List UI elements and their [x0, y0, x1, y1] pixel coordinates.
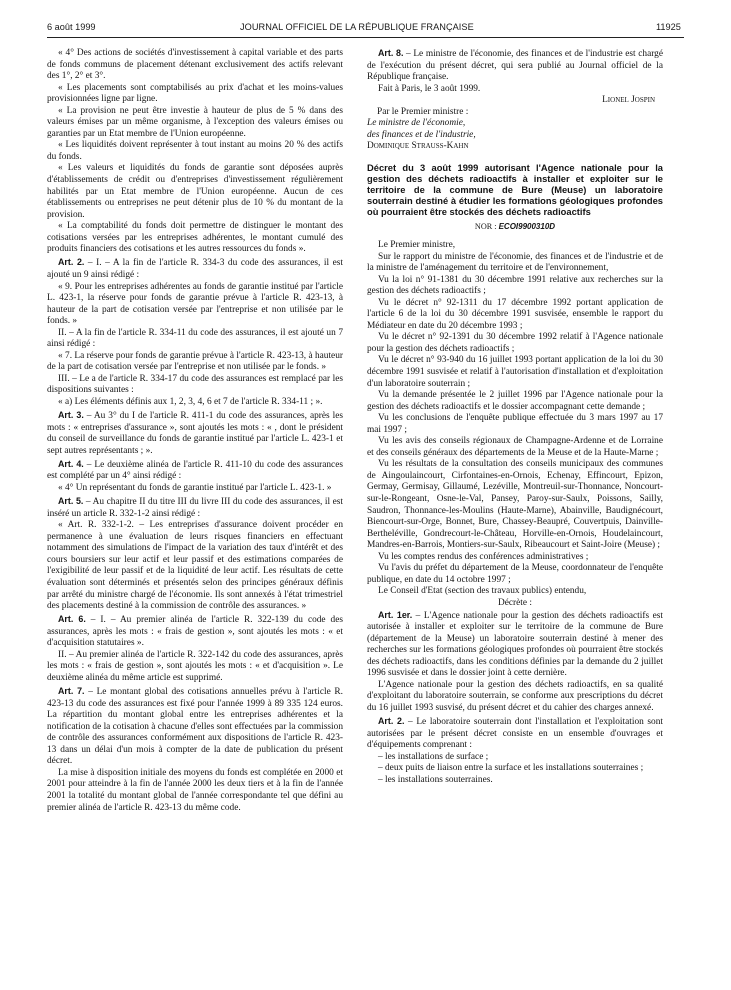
article-label: Art. 2.: [58, 257, 85, 268]
paragraph: « La provision ne peut être investie à hauteur de plus de 5 % dans des valeurs émises par un même organisme, à l'exception des valeurs émises ou garanties par un Etat membre de l'Union européenne.: [47, 105, 343, 139]
list-item: – deux puits de liaison entre la surface et les installations souterraines ;: [378, 763, 644, 774]
visa: Vu les résultats de la consultation des conseils municipaux des communes de Aingoulaincourt, Cirfontaines-en-Ornois, Echenay, Effincourt, Epizon, Germay, Germisay, Gillaumé, Lezéville, Montreuil-sur-Thonnance, Noncourt-sur-le-Rongeant, Osne-le-Val, Pansey, Paroy-sur-Saulx, Poissons, Sailly, Saudron, Thonnance-les-Moulins (Haute-Marne), Abainville, Baudignécourt, Biencourt-sur-Orge, Bonnet, Bure, Chassey-Beaupré, Couvertpuis, Dainville-Bertheléville, Gondrecourt-le-Château, Horville-en-Ornois, Houdelaincourt, Mandres-en-Barrois, Montiers-sur-Saulx, Ribeaucourt et Saint-Joire (Meuse) ;: [367, 459, 663, 551]
paragraph: II. – Au premier alinéa de l'article R. 322-142 du code des assurances, après les mots : « frais de gestion », sont ajoutés les mots : « et d'acquisition ». Le deuxième alinéa du même article est supprimé.: [47, 649, 343, 683]
visa: Vu l'avis du préfet du département de la Meuse, coordonnateur de l'enquête publique, en date du 14 octobre 1997 ;: [367, 563, 663, 585]
visa: Sur le rapport du ministre de l'économie, des finances et de l'industrie et de la ministre de l'aménagement du territoire et de l'environnement,: [367, 251, 663, 274]
nor-code: ECOI9900310D: [498, 222, 556, 232]
visa: Vu la loi n° 91-1381 du 30 décembre 1991 relative aux recherches sur la gestion des déchets radioactifs ;: [367, 274, 663, 297]
article-label: Art. 7.: [58, 686, 85, 697]
page-header: [0, 0, 731, 40]
visa: Vu le décret n° 93-940 du 16 juillet 1993 portant application de la loi du 30 décembre 1991 susvisée et relatif à l'autorisation d'installation et d'exploitation d'un laboratoire souterrain ;: [367, 355, 663, 389]
article-label: Art. 8.: [378, 48, 404, 58]
paragraph: « 7. La réserve pour fonds de garantie prévue à l'article R. 423-13, à hauteur de la part de cotisation versée par l'entreprise et non utilisée par le fonds. »: [47, 350, 343, 373]
article-label: Art. 3.: [58, 410, 84, 421]
signature-block: [367, 84, 663, 153]
visa: Vu le décret n° 92-1391 du 30 décembre 1992 relatif à l'Agence nationale pour la gestion des déchets radioactifs ;: [367, 332, 663, 354]
paragraph: III. – Le a de l'article R. 334-17 du code des assurances est remplacé par les dispositions suivantes :: [47, 373, 343, 396]
header-date: 6 août 1999: [47, 22, 96, 32]
paragraph: L'Agence nationale pour la gestion des déchets radioactifs, en sa qualité d'exploitant du laboratoire souterrain, se conforme aux prescriptions du décret du 16 juillet 1993 susvisé, du présent décret et du cahier des charges annexé.: [367, 679, 663, 713]
header-journal-title: JOURNAL OFFICIEL DE LA RÉPUBLIQUE FRANÇAISE: [240, 22, 474, 32]
visa: Le Premier ministre,: [378, 240, 456, 250]
minister-title-1: Le ministre de l'économie,: [367, 118, 466, 129]
visa: Vu la demande présentée le 2 juillet 1996 par l'Agence nationale pour la gestion des déchets radioactifs et le dossier accompagnant cette demande ;: [367, 390, 663, 412]
list-item: – les installations souterraines.: [378, 774, 493, 785]
visa: Vu les comptes rendus des conférences administratives ;: [378, 551, 589, 562]
header-rule: [47, 37, 684, 38]
article-label: Art. 1er.: [378, 609, 413, 620]
article-label: Art. 6.: [58, 614, 86, 625]
paragraph: La mise à disposition initiale des moyens du fonds est complétée en 2000 et 2001 pour atteindre à la fin de l'année 2000 les deux tiers et à la fin de l'année 2001 la totalité du montant global de l'année correspondante tel que défini au premier alinéa de l'article R. 423-13 du même code.: [47, 767, 343, 813]
decree-article-1: Art. 1er. – L'Agence nationale pour la gestion des déchets radioactifs est autorisée à installer et exploiter sur le territoire de la commune de Bure (département de la Meuse) un laboratoire souterrain destiné à mener des recherches sur les formations géologiques profondes où pourraient être stockés des déchets radioactifs, dans les conditions définies par la demande du 2 juillet 1996 susvisée et dans le dossier joint à cette dernière.: [367, 609, 663, 679]
list-item: – les installations de surface ;: [378, 751, 489, 762]
article-label: Art. 5.: [58, 496, 84, 507]
left-column: [47, 48, 343, 814]
paragraph: « 4° Un représentant du fonds de garantie institué par l'article L. 423-1. »: [58, 483, 332, 494]
article-6: Art. 6. – I. – Au premier alinéa de l'article R. 322-139 du code des assurances, après les mots : « frais de gestion », sont ajoutés les mots : « et d'acquisition statutaires ».: [47, 614, 344, 649]
article-label: Art. 2.: [378, 716, 405, 727]
visa: Vu le décret n° 92-1311 du 17 décembre 1992 portant application de l'article 6 de la loi du 30 décembre 1991 susvisée, ensemble le rapport du Médiateur en date du 20 décembre 1993 ;: [367, 297, 663, 331]
article-7: Art. 7. – Le montant global des cotisations annuelles prévu à l'article R. 423-13 du code des assurances est fixé pour l'année 1999 à 89 335 124 euros. La répartition du montant global entre les entreprises adhérentes et la notification de la cotisation à chacune d'elles sont effectuées par la commission de contrôle des assurances conformément aux dispositions de l'article R. 423-13 dans un délai d'un mois à compter de la date de publication du présent décret.: [47, 686, 343, 767]
paragraph: « 9. Pour les entreprises adhérentes au fonds de garantie institué par l'article L. 423-1, la réserve pour fonds de garantie prévue à l'article R. 423-13, à hauteur de la part de cotisation versée par l'entreprise et non utilisée par le fonds. »: [47, 281, 343, 327]
visa: Vu les conclusions de l'enquête publique effectuée du 3 mars 1997 au 17 mai 1997 ;: [367, 413, 663, 435]
decree-article-2: Art. 2. – Le laboratoire souterrain dont l'installation et l'exploitation sont autorisées par le présent décret consiste en un ensemble d'ouvrages et d'équipements comprenant :: [367, 716, 663, 751]
paragraph: « 4° Des actions de sociétés d'investissement à capital variable et des parts de fonds communs de placement détenant exclusivement des actifs relevant des 1°, 2° et 3°.: [47, 48, 343, 82]
article-3: Art. 3. – Au 3° du I de l'article R. 411-1 du code des assurances, après les mots : « entreprises d'assurance », sont ajoutés les mots : « , dont le président du conseil de surveillance du fonds de garantie institué par l'article L. 423-1 et sept autres représentants ; ».: [47, 410, 344, 456]
article-2: Art. 2. – I. – A la fin de l'article R. 334-3 du code des assurances, il est ajouté un 9 ainsi rédigé :: [47, 257, 343, 280]
minister-name: Dominique Strauss-Kahn: [367, 141, 469, 152]
paragraph: « Les valeurs et liquidités du fonds de garantie sont déposées auprès d'établissements de crédit ou d'entreprises d'investissement régulièrement habilités par un Etat membre de l'Union européenne. Aucun de ces établissements ou entreprises ne peut détenir plus de 10 % du montant de la provision.: [47, 163, 343, 220]
article-label: Art. 4.: [58, 458, 84, 469]
header-page-number: 11925: [656, 22, 681, 32]
visa: Vu les avis des conseils régionaux de Champagne-Ardenne et de Lorraine et des conseils généraux des départements de la Meuse et de la Haute-Marne ;: [367, 436, 663, 458]
paragraph: « Les liquidités doivent représenter à tout instant au moins 20 % des actifs du fonds.: [47, 140, 343, 162]
signature-par: Par le Premier ministre :: [377, 106, 469, 117]
right-column: [367, 48, 663, 786]
signer-name: Lionel Jospin: [602, 95, 655, 106]
minister-title-2: des finances et de l'industrie,: [367, 129, 476, 140]
article-4: Art. 4. – Le deuxième alinéa de l'article R. 411-10 du code des assurances est complété par un 4° ainsi rédigé :: [47, 458, 343, 482]
paragraph: « La comptabilité du fonds doit permettre de distinguer le montant des cotisations versées par les entreprises adhérentes, le montant cumulé des produits financiers des cotisations et les autres ressources du fonds ».: [47, 221, 343, 255]
paragraph: « Art. R. 332-1-2. – Les entreprises d'assurance doivent procéder en permanence à une évaluation de leurs risques financiers en effectuant notamment des simulations de l'impact de la variation des taux d'intérêt et des cours boursiers sur leur actif et leur passif et des estimations comparées de l'exigibilité de leur passif et de la liquidité de leur actif. Les résultats de cette évaluation sont déterminés et présentés selon des principes généraux définis par arrêté du ministre chargé de l'économie. Ils sont annexés à l'état trimestriel des placements destiné à la commission de contrôle des assurances. »: [47, 520, 343, 612]
article-5: Art. 5. – Au chapitre II du titre III du livre III du code des assurances, il est inséré un article R. 332-1-2 ainsi rédigé :: [47, 496, 343, 519]
paragraph: II. – A la fin de l'article R. 334-11 du code des assurances, il est ajouté un 7 ainsi rédigé :: [47, 327, 343, 350]
decrete-heading: Décrète :: [498, 597, 532, 608]
signature-date: Fait à Paris, le 3 août 1999.: [378, 83, 481, 94]
decree-title: Décret du 3 août 1999 autorisant l'Agence nationale pour la gestion des déchets radioactifs à installer et exploiter sur le territoire de la commune de Bure (Meuse) un laboratoire souterrain destiné à étudier les formations géologiques profondes où pourraient être stockés des déchets radioactifs: [367, 162, 663, 217]
paragraph: « Les placements sont comptabilisés au prix d'achat et les moins-values provisionnées ligne par ligne.: [47, 82, 343, 105]
visa: Le Conseil d'Etat (section des travaux publics) entendu,: [378, 586, 587, 597]
paragraph: « a) Les éléments définis aux 1, 2, 3, 4, 6 et 7 de l'article R. 334-11 ; ».: [58, 397, 323, 407]
nor-reference: NOR : ECOI9900310D: [474, 222, 556, 232]
article-8: Art. 8. – Le ministre de l'économie, des finances et de l'industrie est chargé de l'exécution du présent décret, qui sera publié au Journal officiel de la République française.: [367, 48, 663, 83]
